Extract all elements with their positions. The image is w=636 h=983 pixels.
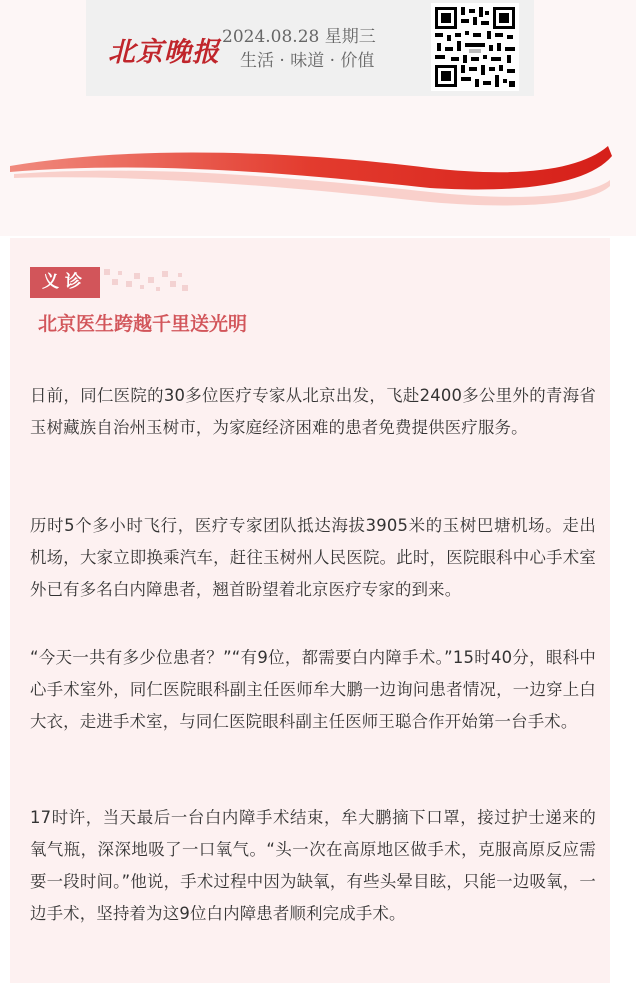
newspaper-logo: 北京晚报: [108, 37, 220, 68]
article-headline: 北京医生跨越千里送光明: [38, 313, 248, 335]
article-paragraph-2: 历时5个多小时飞行，医疗专家团队抵达海拔3905米的玉树巴塘机场。走出机场，大家立即换乘汽车，赶往玉树州人民医院。此时，医院眼科中心手术室外已有多名白内障患者，翘首盼望着北京医疗专家的到来。: [30, 516, 596, 599]
masthead-tagline: 生活 · 味道 · 价值: [240, 51, 375, 71]
issue-date: 2024.08.28 星期三: [222, 27, 376, 47]
category-tag: 义诊: [30, 267, 100, 298]
decorative-dots: [104, 269, 190, 299]
masthead-area: [0, 0, 636, 236]
decorative-ribbon: [0, 130, 636, 210]
article-paragraph-3: “今天一共有多少位患者？”“有9位，都需要白内障手术。”15时40分，眼科中心手术室外，同仁医院眼科副主任医师牟大鹏一边询问患者情况，一边穿上白大衣，走进手术室，与同仁医院眼科副主任医师王聪合作开始第一台手术。: [30, 648, 596, 731]
article-paragraph-4: 17时许，当天最后一台白内障手术结束，牟大鹏摘下口罩，接过护士递来的氧气瓶，深深地吸了一口氧气。“头一次在高原地区做手术，克服高原反应需要一段时间。”他说，手术过程中因为缺氧，有些头晕目眩，只能一边吸氧，一边手术，坚持着为这9位白内障患者顺利完成手术。: [30, 808, 596, 923]
article-paragraph-1: 日前，同仁医院的30多位医疗专家从北京出发，飞赴2400多公里外的青海省玉树藏族自治州玉树市，为家庭经济困难的患者免费提供医疗服务。: [30, 386, 596, 437]
qr-code-icon[interactable]: [431, 3, 519, 91]
